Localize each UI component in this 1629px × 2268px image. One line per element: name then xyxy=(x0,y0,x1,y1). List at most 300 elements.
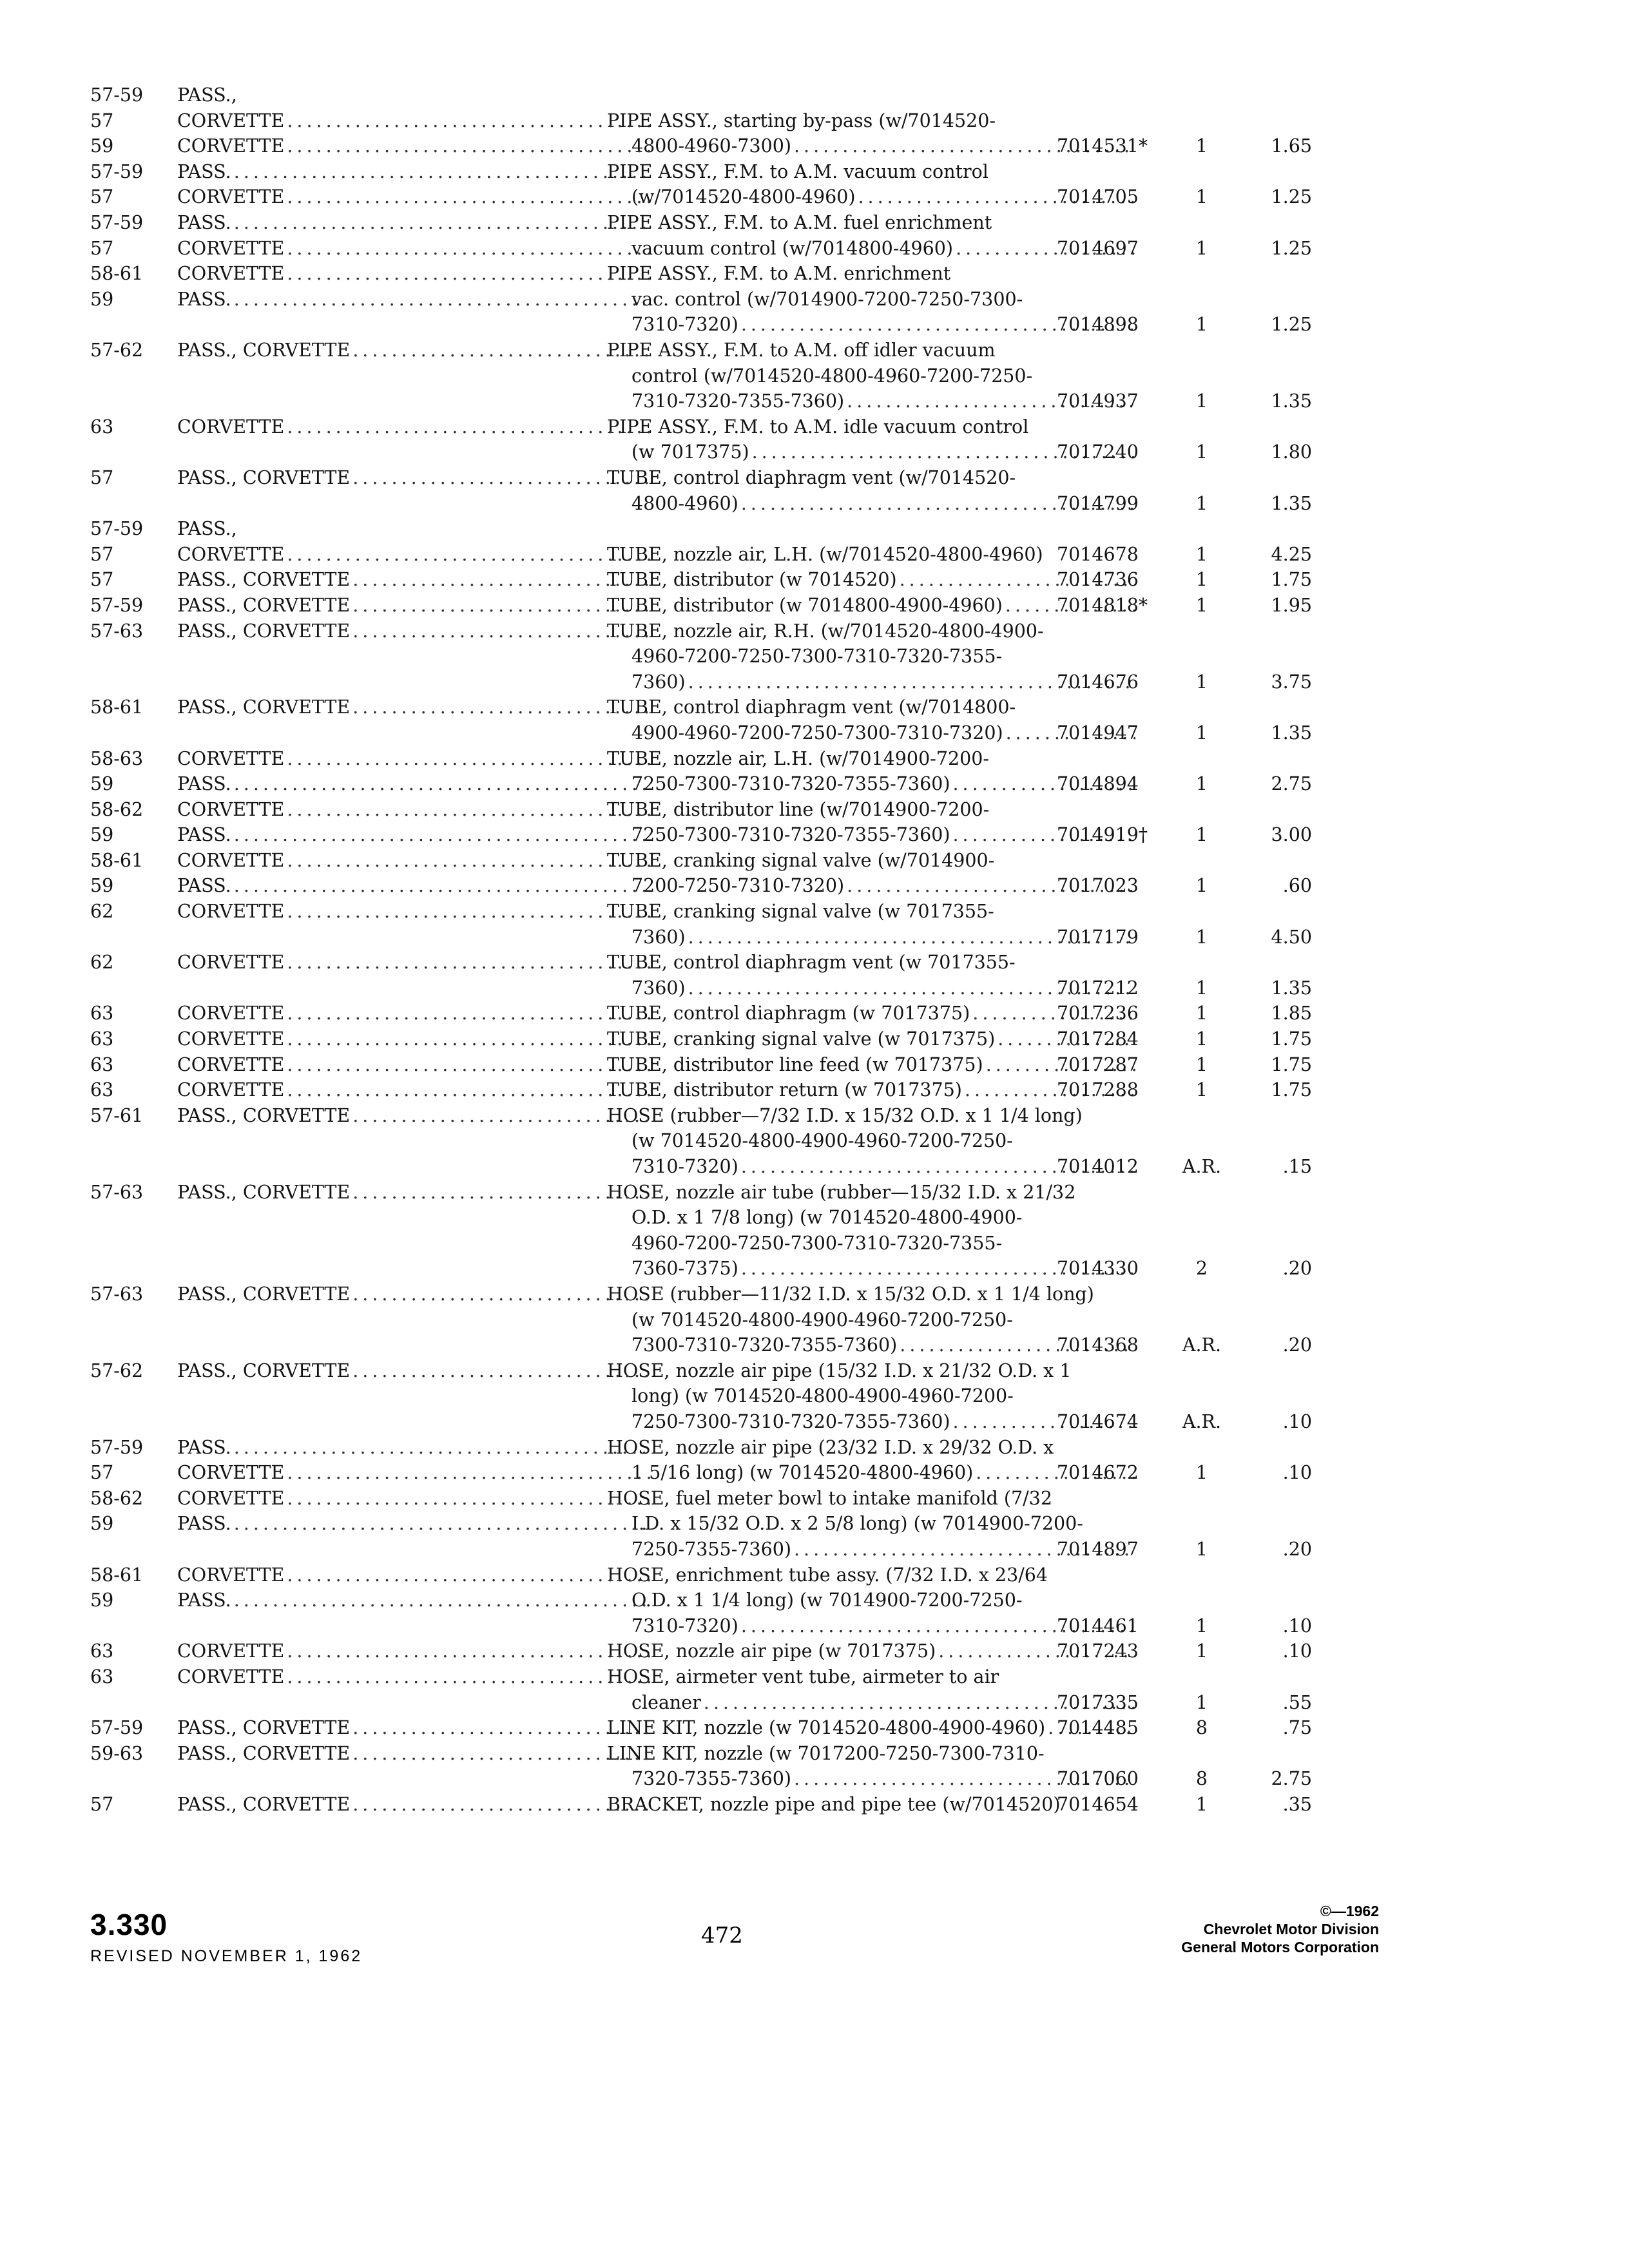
years-cell xyxy=(90,1001,174,1026)
part-number: 7014485 xyxy=(1057,1717,1139,1739)
year-range: 57 xyxy=(90,1793,114,1815)
year-range: 59 xyxy=(90,773,114,795)
quantity: 1 xyxy=(1195,926,1208,948)
model-name: PASS., CORVETTE xyxy=(177,1360,351,1381)
table-row xyxy=(90,1026,1392,1052)
quantity: A.R. xyxy=(1182,1156,1222,1177)
model-name: CORVETTE xyxy=(177,186,285,208)
year-range: 58-61 xyxy=(90,697,144,718)
dot-leader xyxy=(352,695,651,720)
quantity: 1 xyxy=(1195,671,1208,693)
quantity: 1 xyxy=(1195,186,1208,208)
quantity: 1 xyxy=(1195,390,1208,412)
dot-leader xyxy=(287,1026,651,1052)
model-cell xyxy=(177,1282,651,1307)
model-cell xyxy=(177,465,651,491)
dot-leader xyxy=(234,873,651,899)
description-cell xyxy=(607,1741,1135,1792)
years-cell xyxy=(90,593,174,619)
dot-leader xyxy=(352,338,651,363)
list-price: 2.75 xyxy=(1271,773,1312,795)
model-cell xyxy=(177,797,651,848)
copyright-block xyxy=(1181,1902,1379,1956)
list-price: 2.75 xyxy=(1271,1768,1312,1790)
list-price: .10 xyxy=(1282,1640,1312,1662)
years-cell xyxy=(90,338,174,363)
dot-leader xyxy=(352,567,651,593)
years-cell xyxy=(90,414,174,440)
description-line: vacuum control (w/7014800-4960) xyxy=(631,237,954,259)
table-row xyxy=(90,1282,1392,1358)
description-line: HOSE, nozzle air pipe (15/32 I.D. x 21/32 O.D. x 1 xyxy=(607,1360,1072,1381)
years-cell xyxy=(90,1358,174,1384)
quantity: 1 xyxy=(1195,1462,1208,1484)
model-name: PASS. xyxy=(177,1436,231,1458)
model-cell xyxy=(177,950,651,975)
model-name: PASS., CORVETTE xyxy=(177,620,351,642)
model-name: CORVETTE xyxy=(177,1564,285,1586)
description-line: HOSE (rubber—7/32 I.D. x 15/32 O.D. x 1 1/4 long) xyxy=(607,1104,1083,1126)
quantity: 1 xyxy=(1195,977,1208,999)
part-number: 7017240 xyxy=(1057,441,1139,463)
description-cell xyxy=(607,338,1135,414)
years-cell xyxy=(90,1792,174,1818)
quantity: 1 xyxy=(1195,135,1208,157)
description-line: (w 7014520-4800-4900-4960-7200-7250- xyxy=(631,1130,1013,1152)
table-row xyxy=(90,1103,1392,1180)
quantity: 1 xyxy=(1195,1028,1208,1050)
part-number: 7014672 xyxy=(1057,1462,1139,1484)
dot-leader xyxy=(287,1639,651,1664)
part-number: 7017284 xyxy=(1057,1028,1139,1050)
description-cell xyxy=(607,261,1135,338)
model-name: PASS. xyxy=(177,773,231,795)
years-cell xyxy=(90,1282,174,1307)
quantity: 1 xyxy=(1195,722,1208,744)
dot-leader xyxy=(287,797,651,823)
model-name: CORVETTE xyxy=(177,747,285,769)
table-row xyxy=(90,746,1392,797)
years-cell xyxy=(90,1562,174,1613)
years-cell xyxy=(90,465,174,491)
table-row xyxy=(90,465,1392,516)
years-cell xyxy=(90,1486,174,1537)
description-line: PIPE ASSY., F.M. to A.M. idle vacuum control xyxy=(607,416,1029,437)
description-line: TUBE, distributor (w 7014520) xyxy=(607,569,897,591)
model-name: CORVETTE xyxy=(177,1487,285,1509)
part-number: 7014919† xyxy=(1057,824,1148,846)
description-line: TUBE, cranking signal valve (w 7017375) xyxy=(607,1028,996,1050)
years-cell xyxy=(90,159,174,210)
year-range: 57-59 xyxy=(90,211,144,233)
dot-leader xyxy=(234,1511,651,1537)
description-line: control (w/7014520-4800-4960-7200-7250- xyxy=(631,365,1033,387)
table-row xyxy=(90,1639,1392,1664)
part-number: 7014676 xyxy=(1057,671,1139,693)
description-cell xyxy=(607,516,1135,567)
quantity: 1 xyxy=(1195,441,1208,463)
quantity: 1 xyxy=(1195,492,1208,514)
table-row xyxy=(90,1486,1392,1562)
quantity: A.R. xyxy=(1182,1410,1222,1432)
model-name: CORVETTE xyxy=(177,1028,285,1050)
dot-leader xyxy=(287,1460,651,1486)
year-range: 59 xyxy=(90,1590,114,1611)
section-number: 3.330 xyxy=(90,1908,168,1941)
year-range: 57 xyxy=(90,466,114,488)
year-range: 59 xyxy=(90,824,114,846)
model-name: CORVETTE xyxy=(177,416,285,437)
description-cell xyxy=(607,1435,1135,1486)
description-cell xyxy=(607,1001,1135,1026)
model-name: PASS. xyxy=(177,875,231,897)
part-number: 7017212 xyxy=(1057,977,1139,999)
quantity: 1 xyxy=(1195,594,1208,616)
list-price: 1.65 xyxy=(1271,135,1312,157)
years-cell xyxy=(90,1103,174,1129)
dot-leader xyxy=(234,822,651,848)
description-line: O.D. x 1 7/8 long) (w 7014520-4800-4900- xyxy=(631,1207,1023,1229)
part-number: 7017236 xyxy=(1057,1003,1139,1024)
years-cell xyxy=(90,82,174,159)
table-row xyxy=(90,619,1392,695)
model-cell xyxy=(177,1180,651,1206)
description-line: 1 5/16 long) (w 7014520-4800-4960) xyxy=(631,1462,974,1484)
year-range: 57-62 xyxy=(90,339,144,361)
description-line: TUBE, control diaphragm vent (w 7017355- xyxy=(607,952,1016,974)
page-footer xyxy=(90,1903,1392,1997)
list-price: 1.85 xyxy=(1271,1003,1312,1024)
model-name: CORVETTE xyxy=(177,901,285,923)
description-line: 7250-7300-7310-7320-7355-7360) xyxy=(631,773,950,795)
model-name: PASS., CORVETTE xyxy=(177,1104,351,1126)
description-cell xyxy=(607,210,1135,261)
description-cell xyxy=(607,1077,1135,1103)
quantity: 8 xyxy=(1195,1717,1208,1739)
model-name: PASS., CORVETTE xyxy=(177,466,351,488)
part-number: 7017243 xyxy=(1057,1640,1139,1662)
model-cell xyxy=(177,619,651,644)
quantity: 1 xyxy=(1195,1615,1208,1637)
years-cell xyxy=(90,1639,174,1664)
model-cell xyxy=(177,516,651,567)
model-cell xyxy=(177,1562,651,1613)
model-cell xyxy=(177,1001,651,1026)
dot-leader xyxy=(287,108,651,134)
dot-leader xyxy=(287,950,651,975)
model-name: PASS., CORVETTE xyxy=(177,569,351,591)
model-name: PASS., CORVETTE xyxy=(177,594,351,616)
dot-leader xyxy=(287,542,651,568)
years-cell xyxy=(90,516,174,567)
quantity: 8 xyxy=(1195,1768,1208,1790)
table-row xyxy=(90,1052,1392,1078)
year-range: 57-63 xyxy=(90,1283,144,1305)
model-cell xyxy=(177,593,651,619)
model-name: PASS. xyxy=(177,1513,231,1535)
dot-leader xyxy=(352,619,651,644)
list-price: .55 xyxy=(1282,1691,1312,1713)
model-name: CORVETTE xyxy=(177,1640,285,1662)
year-range: 58-63 xyxy=(90,747,144,769)
year-range: 59-63 xyxy=(90,1742,144,1764)
dot-leader xyxy=(234,287,651,312)
dot-leader xyxy=(287,1486,651,1512)
description-line: LINE KIT, nozzle (w 7017200-7250-7300-7310- xyxy=(607,1742,1045,1764)
dot-leader xyxy=(287,261,651,287)
table-row xyxy=(90,1715,1392,1741)
model-cell xyxy=(177,1486,651,1537)
description-line: 7310-7320) xyxy=(631,314,738,336)
dot-leader xyxy=(287,1001,651,1026)
dot-leader xyxy=(352,593,651,619)
part-number: 7017288 xyxy=(1057,1079,1139,1101)
dot-leader xyxy=(287,848,651,874)
description-line: 7360) xyxy=(631,671,686,693)
description-cell xyxy=(607,1715,1135,1741)
table-row xyxy=(90,1664,1392,1715)
copyright-year: ©—1962 xyxy=(1320,1903,1379,1919)
years-cell xyxy=(90,1715,174,1741)
list-price: 3.75 xyxy=(1271,671,1312,693)
year-range: 58-62 xyxy=(90,798,144,820)
description-line: TUBE, nozzle air, L.H. (w/7014520-4800-4960) xyxy=(607,543,1043,565)
dot-leader xyxy=(352,1715,651,1741)
table-row xyxy=(90,950,1392,1001)
table-row xyxy=(90,1077,1392,1103)
list-price: 1.75 xyxy=(1271,1053,1312,1075)
years-cell xyxy=(90,950,174,975)
model-name: CORVETTE xyxy=(177,952,285,974)
dot-leader xyxy=(352,1358,651,1384)
years-cell xyxy=(90,1077,174,1103)
table-row xyxy=(90,414,1392,465)
table-row xyxy=(90,797,1392,848)
year-range: 63 xyxy=(90,1003,114,1024)
quantity: 1 xyxy=(1195,314,1208,336)
description-line: HOSE, enrichment tube assy. (7/32 I.D. x 23/64 xyxy=(607,1564,1048,1586)
model-cell xyxy=(177,338,651,363)
description-line: 7320-7355-7360) xyxy=(631,1768,791,1790)
model-name: PASS., CORVETTE xyxy=(177,1717,351,1739)
description-line: TUBE, distributor return (w 7017375) xyxy=(607,1079,962,1101)
year-range: 57 xyxy=(90,569,114,591)
model-cell xyxy=(177,1435,651,1486)
model-name: CORVETTE xyxy=(177,1462,285,1484)
description-cell xyxy=(607,159,1135,210)
list-price: 1.25 xyxy=(1271,237,1312,259)
model-name: CORVETTE xyxy=(177,543,285,565)
description-line: long) (w 7014520-4800-4900-4960-7200- xyxy=(631,1385,1014,1407)
year-range: 57 xyxy=(90,543,114,565)
description-line: PIPE ASSY., F.M. to A.M. fuel enrichment xyxy=(607,211,992,233)
description-line: PIPE ASSY., F.M. to A.M. off idler vacuum xyxy=(607,339,996,361)
dot-leader xyxy=(287,746,651,772)
model-cell xyxy=(177,1077,651,1103)
list-price: 1.75 xyxy=(1271,569,1312,591)
table-row xyxy=(90,1001,1392,1026)
model-cell xyxy=(177,82,651,159)
list-price: 1.35 xyxy=(1271,492,1312,514)
description-line: TUBE, control diaphragm vent (w/7014520- xyxy=(607,466,1016,488)
year-range: 63 xyxy=(90,1666,114,1687)
year-range: 57-59 xyxy=(90,594,144,616)
year-range: 59 xyxy=(90,288,114,310)
model-name: PASS., CORVETTE xyxy=(177,697,351,718)
year-range: 59 xyxy=(90,1513,114,1535)
dot-leader xyxy=(352,1282,651,1307)
list-price: 1.75 xyxy=(1271,1079,1312,1101)
years-cell xyxy=(90,899,174,925)
description-cell xyxy=(607,1792,1135,1818)
part-number: 7014736 xyxy=(1057,569,1139,591)
part-number: 7014531* xyxy=(1057,135,1148,157)
list-price: .10 xyxy=(1282,1462,1312,1484)
model-name: PASS. xyxy=(177,1590,231,1611)
model-name: CORVETTE xyxy=(177,1053,285,1075)
part-number: 7014705 xyxy=(1057,186,1139,208)
model-cell xyxy=(177,1639,651,1664)
description-line: HOSE (rubber—11/32 I.D. x 15/32 O.D. x 1 1/4 long) xyxy=(607,1283,1094,1305)
year-range: 63 xyxy=(90,1079,114,1101)
parts-list xyxy=(90,82,1392,1818)
description-cell xyxy=(607,567,1135,593)
description-line: O.D. x 1 1/4 long) (w 7014900-7200-7250- xyxy=(631,1590,1023,1611)
quantity: 1 xyxy=(1195,1793,1208,1815)
year-range: 57-63 xyxy=(90,620,144,642)
model-name: PASS. xyxy=(177,824,231,846)
list-price: .60 xyxy=(1282,875,1312,897)
years-cell xyxy=(90,1026,174,1052)
part-number: 7014937 xyxy=(1057,390,1139,412)
quantity: 1 xyxy=(1195,875,1208,897)
model-cell xyxy=(177,210,651,261)
part-number: 7017023 xyxy=(1057,875,1139,897)
description-line: 7360) xyxy=(631,926,686,948)
year-range: 62 xyxy=(90,901,114,923)
list-price: 1.35 xyxy=(1271,977,1312,999)
table-row xyxy=(90,1562,1392,1639)
model-name: PASS., xyxy=(177,518,237,540)
dot-leader xyxy=(287,1664,651,1690)
description-cell xyxy=(607,82,1135,159)
model-name: CORVETTE xyxy=(177,798,285,820)
description-cell xyxy=(607,1052,1135,1078)
year-range: 57-61 xyxy=(90,1104,144,1126)
year-range: 63 xyxy=(90,416,114,437)
list-price: .75 xyxy=(1282,1717,1312,1739)
list-price: .35 xyxy=(1282,1793,1312,1815)
model-cell xyxy=(177,1103,651,1129)
page-number: 472 xyxy=(701,1923,743,1948)
description-line: 7250-7300-7310-7320-7355-7360) xyxy=(631,824,950,846)
years-cell xyxy=(90,261,174,312)
model-cell xyxy=(177,899,651,925)
model-cell xyxy=(177,414,651,440)
list-price: 3.00 xyxy=(1271,824,1312,846)
description-line: BRACKET, nozzle pipe and pipe tee (w/7014520) xyxy=(607,1793,1061,1815)
description-cell xyxy=(607,848,1135,899)
part-number: 7014799 xyxy=(1057,492,1139,514)
quantity: 1 xyxy=(1195,543,1208,565)
description-cell xyxy=(607,1562,1135,1639)
part-number: 7014678 xyxy=(1057,543,1139,565)
description-line: 4960-7200-7250-7300-7310-7320-7355- xyxy=(631,646,1003,668)
list-price: 1.35 xyxy=(1271,390,1312,412)
year-range: 58-62 xyxy=(90,1487,144,1509)
years-cell xyxy=(90,1435,174,1486)
table-row xyxy=(90,1180,1392,1282)
description-cell xyxy=(607,695,1135,745)
model-name: CORVETTE xyxy=(177,1666,285,1687)
model-cell xyxy=(177,1026,651,1052)
year-range: 57-59 xyxy=(90,1436,144,1458)
list-price: 1.35 xyxy=(1271,722,1312,744)
dot-leader xyxy=(287,414,651,440)
dot-leader xyxy=(352,1741,651,1767)
description-cell xyxy=(607,1639,1135,1664)
dot-leader xyxy=(352,465,651,491)
years-cell xyxy=(90,797,174,848)
quantity: 1 xyxy=(1195,773,1208,795)
description-line: 7250-7300-7310-7320-7355-7360) xyxy=(631,1410,950,1432)
model-name: CORVETTE xyxy=(177,237,285,259)
description-line: 7360-7375) xyxy=(631,1258,738,1280)
description-line: TUBE, cranking signal valve (w 7017355- xyxy=(607,901,994,923)
description-line: TUBE, nozzle air, R.H. (w/7014520-4800-4900- xyxy=(607,620,1044,642)
years-cell xyxy=(90,848,174,899)
description-line: PIPE ASSY., F.M. to A.M. enrichment xyxy=(607,263,951,285)
description-line: 7200-7250-7310-7320) xyxy=(631,875,845,897)
dot-leader xyxy=(352,1103,651,1129)
table-row xyxy=(90,261,1392,338)
list-price: 1.80 xyxy=(1271,441,1312,463)
model-name: PASS. xyxy=(177,160,231,182)
description-line: 7300-7310-7320-7355-7360) xyxy=(631,1334,898,1356)
description-cell xyxy=(607,899,1135,950)
table-row xyxy=(90,1792,1392,1818)
description-cell xyxy=(607,1180,1135,1282)
part-number: 7014898 xyxy=(1057,314,1139,336)
year-range: 57-62 xyxy=(90,1360,144,1381)
part-number: 7017060 xyxy=(1057,1768,1139,1790)
quantity: 1 xyxy=(1195,1079,1208,1101)
part-number: 7014818* xyxy=(1057,594,1148,616)
table-row xyxy=(90,1741,1392,1792)
list-price: 4.25 xyxy=(1271,543,1312,565)
year-range: 57 xyxy=(90,237,114,259)
dot-leader xyxy=(234,771,651,797)
division-name: Chevrolet Motor Division xyxy=(1203,1921,1379,1937)
description-cell xyxy=(607,1026,1135,1052)
years-cell xyxy=(90,746,174,797)
description-line: HOSE, nozzle air pipe (w 7017375) xyxy=(607,1640,936,1662)
table-row xyxy=(90,848,1392,899)
years-cell xyxy=(90,695,174,720)
years-cell xyxy=(90,1741,174,1767)
table-row xyxy=(90,159,1392,210)
revision-date: REVISED NOVEMBER 1, 1962 xyxy=(90,1947,363,1965)
model-cell xyxy=(177,1664,651,1690)
part-number: 7017287 xyxy=(1057,1053,1139,1075)
description-line: 7310-7320) xyxy=(631,1156,738,1177)
description-line: I.D. x 15/32 O.D. x 2 5/8 long) (w 7014900-7200- xyxy=(631,1513,1083,1535)
dot-leader xyxy=(287,184,651,210)
quantity: 1 xyxy=(1195,1053,1208,1075)
description-line: TUBE, nozzle air, L.H. (w/7014900-7200- xyxy=(607,747,989,769)
description-line: TUBE, distributor (w 7014800-4900-4960) xyxy=(607,594,1003,616)
quantity: 2 xyxy=(1195,1258,1208,1280)
